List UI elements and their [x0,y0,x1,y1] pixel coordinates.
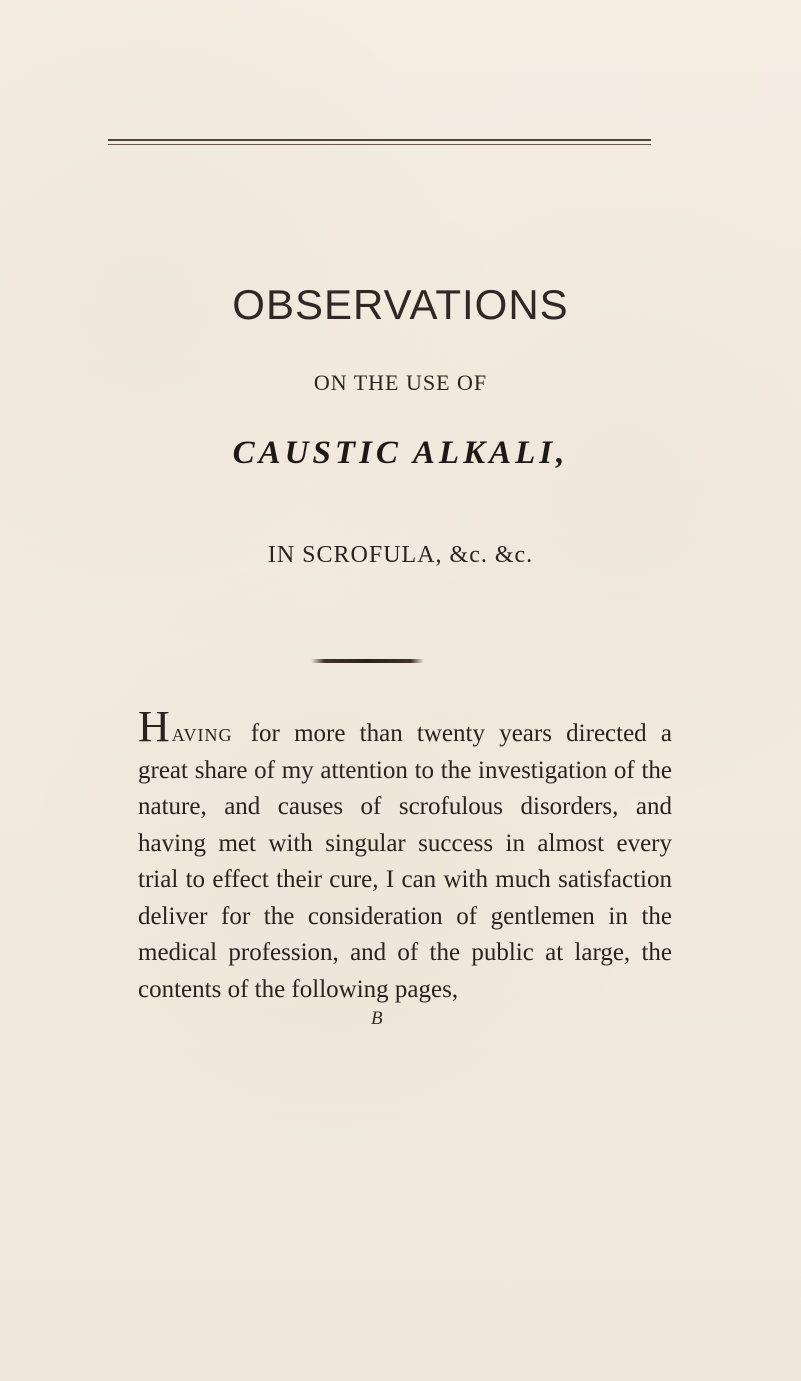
signature-mark: B [371,1008,383,1029]
lead-text: aving [171,720,233,747]
body-paragraph [138,702,673,1008]
ornament-rule [311,659,424,663]
page-title: OBSERVATIONS [232,281,569,328]
subtitle: ON THE USE OF [313,370,488,395]
drop-cap: H [138,702,170,751]
top-rule [108,139,651,145]
condition-line: IN SCROFULA, &c. &c. [267,542,534,568]
paragraph-text: for more than twenty years directed a great share of my attention to the investigation of the nature, and causes of scrofulous disorders, and having met with singular success in almost every trial to effect their cure, I can with much satisfaction deliver for the consideration of gentlemen in the medical profession, and of the public at large, the contents of the following pages, [138,720,673,1003]
main-heading: CAUSTIC ALKALI, [232,435,569,471]
